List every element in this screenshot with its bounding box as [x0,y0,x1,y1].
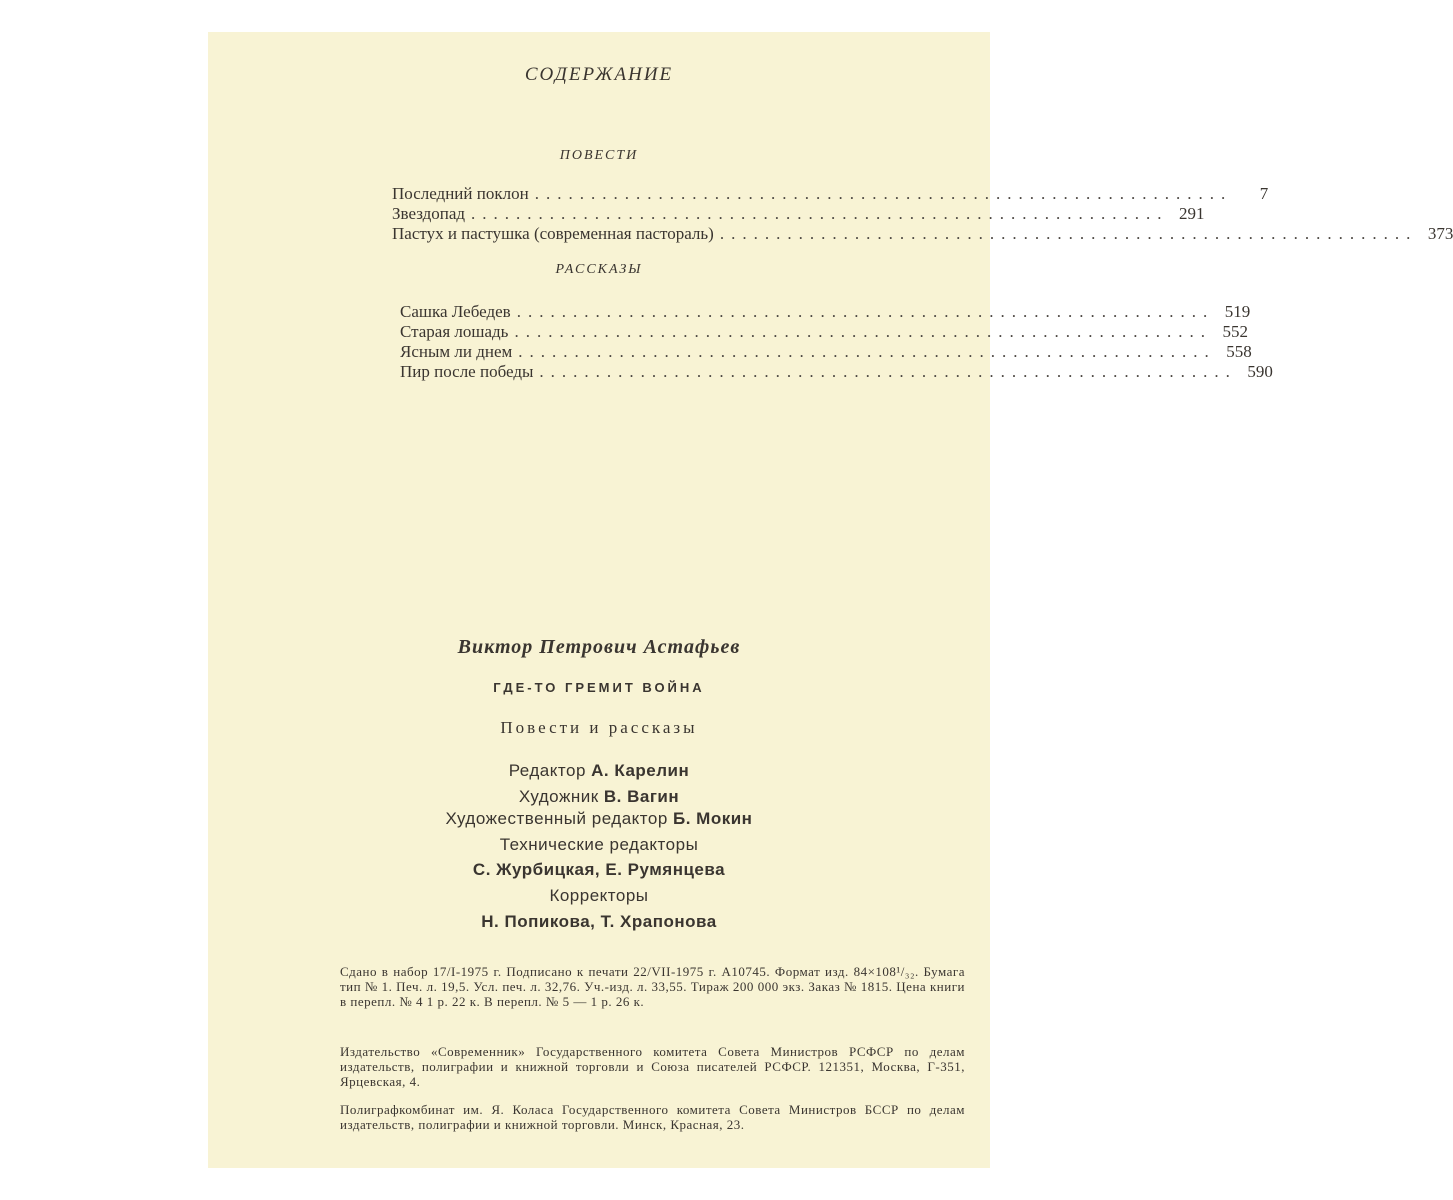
toc-entry-title: Пастух и пастушка (современная пастораль) [392,224,714,243]
toc-entry-title: Старая лошадь [400,322,509,341]
toc-entry [392,184,1269,204]
section-title-rasskazy: РАССКАЗЫ [555,262,643,277]
toc-entry-page: 291 [1179,204,1205,223]
toc-list-povesti [392,184,1453,244]
leader-dots: .............................................................. [514,322,1212,341]
credit-name: А. Карелин [591,761,690,780]
leader-dots: .............................................................. [534,184,1233,203]
book-genre: Повести и рассказы [500,718,698,737]
imprint-print-details: Сдано в набор 17/I-1975 г. Подписано к печати 22/VII-1975 г. А10745. Формат изд. 84×108¹/₃₂. Бумага тип № 1. Печ. л. 19,5. Усл. печ. л. 32,76. Уч.-изд. л. 33,55. Тираж 200 000 экз. Заказ № 1815. Цена книги в перепл. № 4 1 р. 22 к. В перепл. № 5 — 1 р. 26 к. [340,964,965,1009]
credit-role: Корректоры [549,886,649,905]
toc-entry [392,224,1453,244]
credit-role: Технические редакторы [499,835,699,854]
credit-editor [208,761,990,781]
credit-art-editor [208,809,990,829]
toc-entry-title: Последний поклон [392,184,529,203]
toc-entry [400,342,1252,362]
toc-entry-page: 590 [1247,362,1273,381]
imprint-printer: Полиграфкомбинат им. Я. Коласа Государственного комитета Совета Министров БССР по делам издательств, полиграфии и книжной торговли. Минск, Красная, 23. [340,1102,965,1132]
toc-entry-title: Сашка Лебедев [400,302,511,321]
credit-name: В. Вагин [603,787,680,806]
leader-dots: .............................................................. [516,302,1215,321]
leader-dots: .............................................................. [471,204,1169,223]
toc-entry [400,302,1251,322]
toc-entry-title: Пир после победы [400,362,534,381]
section-title-povesti: ПОВЕСТИ [559,148,639,163]
credit-name: Н. Попикова, Т. Храпонова [481,912,717,931]
credit-role: Художник [518,787,599,806]
toc-entry-page: 552 [1222,322,1248,341]
toc-entry-page: 519 [1224,302,1251,321]
toc-list-rasskazy [400,302,1273,382]
credit-tech-editors-role [208,835,990,855]
credit-name: Б. Мокин [673,809,753,828]
credit-proofreaders-role [208,886,990,906]
author-name: Виктор Петрович Астафьев [457,636,741,658]
toc-entry-page: 558 [1226,342,1252,361]
toc-heading: СОДЕРЖАНИЕ [524,64,674,85]
credit-proofreaders-names [208,912,990,932]
credit-role: Художественный редактор [445,809,668,828]
toc-entry [392,204,1205,224]
credit-tech-editors-names [208,860,990,880]
toc-entry [400,362,1273,382]
toc-entry [400,322,1248,342]
leader-dots: .............................................................. [518,342,1216,361]
credit-name: С. Журбицкая, Е. Румянцева [472,860,726,879]
toc-entry-title: Звездопад [392,204,466,223]
leader-dots: .............................................................. [719,224,1418,243]
leader-dots: .............................................................. [539,362,1237,381]
toc-entry-title: Ясным ли днем [400,342,513,361]
book-page [208,32,1453,1168]
book-title: ГДЕ-ТО ГРЕМИТ ВОЙНА [493,680,705,695]
imprint-publisher: Издательство «Современник» Государственного комитета Совета Министров РСФСР по делам издательств, полиграфии и книжной торговли и Союза писателей РСФСР. 121351, Москва, Г-351, Ярцевская, 4. [340,1044,965,1089]
toc-entry-page: 373 [1427,224,1453,243]
credit-artist [208,787,990,807]
toc-entry-page: 7 [1259,184,1269,203]
credit-role: Редактор [508,761,586,780]
